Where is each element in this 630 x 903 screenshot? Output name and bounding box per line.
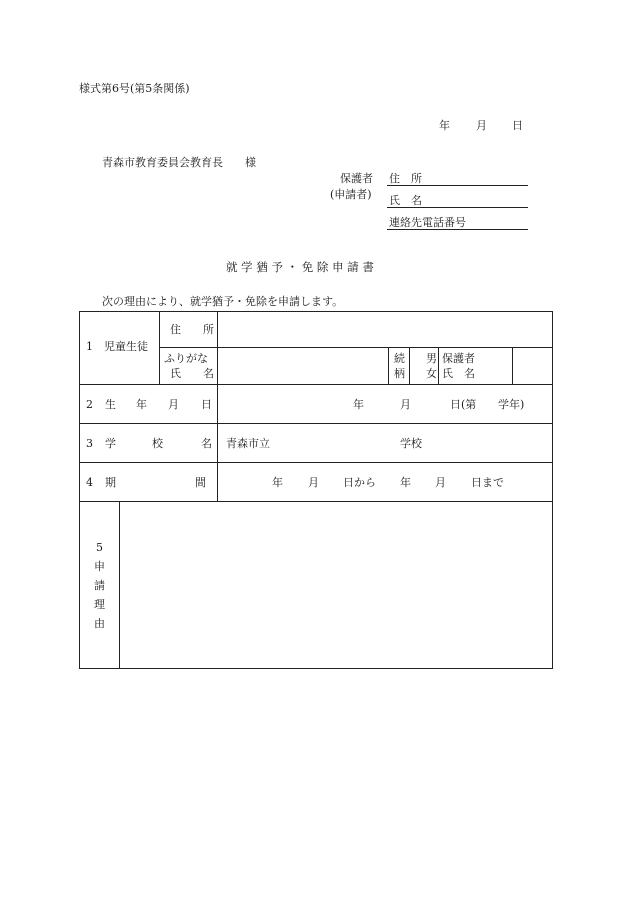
date-day-label: 日	[512, 119, 523, 132]
student-name-label: 氏 名	[170, 367, 214, 380]
school-suffix-label: 学校	[400, 437, 422, 450]
application-table	[79, 311, 553, 669]
applicant-name-line[interactable]	[387, 207, 528, 208]
school-label-cell	[80, 424, 218, 463]
period-num: 4	[86, 476, 93, 489]
birth-year-label: 年	[353, 398, 364, 411]
birth-month-label: 月	[400, 398, 411, 411]
student-label-cell	[80, 312, 160, 385]
period-to-month: 月	[435, 476, 446, 489]
birthdate-label-4: 日	[201, 398, 212, 411]
birthdate-label-3: 月	[168, 398, 179, 411]
guardian-label-cell	[439, 348, 513, 385]
date-month-label: 月	[476, 119, 487, 132]
period-to-year: 年	[400, 476, 411, 489]
applicant-phone-line[interactable]	[387, 229, 528, 230]
gender-male[interactable]: 男	[426, 352, 437, 365]
period-label-2: 間	[195, 476, 206, 489]
addressee: 青森市教育委員会教育長 様	[102, 156, 256, 169]
reason-field[interactable]	[120, 502, 553, 669]
address-label-cell	[160, 312, 218, 348]
applicant-address-label: 住 所	[389, 172, 422, 185]
applicant-address-line[interactable]	[387, 185, 528, 186]
applicant-role-line2: (申請者)	[330, 188, 372, 201]
relation-label-2: 柄	[394, 367, 405, 380]
grade-end-label: 学年)	[498, 398, 525, 411]
intro-text: 次の理由により、就学猶予・免除を申請します。	[102, 295, 344, 308]
furigana-label: ふりがな	[164, 352, 208, 365]
guardian-name-field[interactable]	[513, 348, 553, 385]
date-year-label: 年	[439, 119, 450, 132]
name-label-cell	[160, 348, 218, 385]
reason-label-char-3: 請	[94, 578, 105, 592]
document-title: 就 学 猶 予 ・ 免 除 申 請 書	[226, 260, 374, 274]
student-address-field[interactable]	[218, 312, 553, 348]
period-to-day: 日まで	[471, 476, 504, 489]
reason-label-char-4: 理	[94, 597, 105, 611]
reason-label-char-1: 5	[96, 540, 103, 554]
school-field[interactable]	[218, 424, 553, 463]
birthdate-label-2: 年	[136, 398, 147, 411]
birthdate-num: 2	[86, 398, 93, 411]
period-from-month: 月	[308, 476, 319, 489]
guardian-name-label: 氏 名	[442, 367, 475, 380]
period-from-day: 日から	[343, 476, 376, 489]
relation-label-cell	[389, 348, 410, 385]
birth-day-grade-label: 日(第	[450, 398, 477, 411]
guardian-label: 保護者	[442, 352, 475, 365]
relation-label-1: 続	[394, 352, 405, 365]
period-label-1: 期	[105, 476, 116, 489]
school-label-3: 名	[201, 437, 212, 450]
student-name-field[interactable]	[218, 348, 389, 385]
school-city-label: 青森市立	[226, 437, 270, 450]
birthdate-label-1: 生	[105, 398, 116, 411]
period-from-year: 年	[272, 476, 283, 489]
school-num: 3	[86, 437, 93, 450]
reason-label-char-2: 申	[94, 559, 105, 573]
period-field[interactable]	[218, 463, 553, 502]
student-address-label: 住 所	[170, 323, 214, 336]
reason-label-cell	[80, 502, 120, 669]
gender-cell[interactable]	[410, 348, 439, 385]
school-label-1: 学	[105, 437, 116, 450]
school-label-2: 校	[152, 437, 163, 450]
form-number: 様式第6号(第5条関係)	[79, 82, 190, 95]
birthdate-field[interactable]	[218, 385, 553, 424]
period-label-cell	[80, 463, 218, 502]
birthdate-label-cell	[80, 385, 218, 424]
applicant-name-label: 氏 名	[389, 194, 422, 207]
applicant-role-line1: 保護者	[340, 172, 373, 185]
student-label: 1 児童生徒	[86, 340, 148, 353]
applicant-phone-label: 連絡先電話番号	[389, 216, 466, 229]
gender-female[interactable]: 女	[426, 367, 437, 380]
reason-label-char-5: 由	[94, 616, 105, 630]
